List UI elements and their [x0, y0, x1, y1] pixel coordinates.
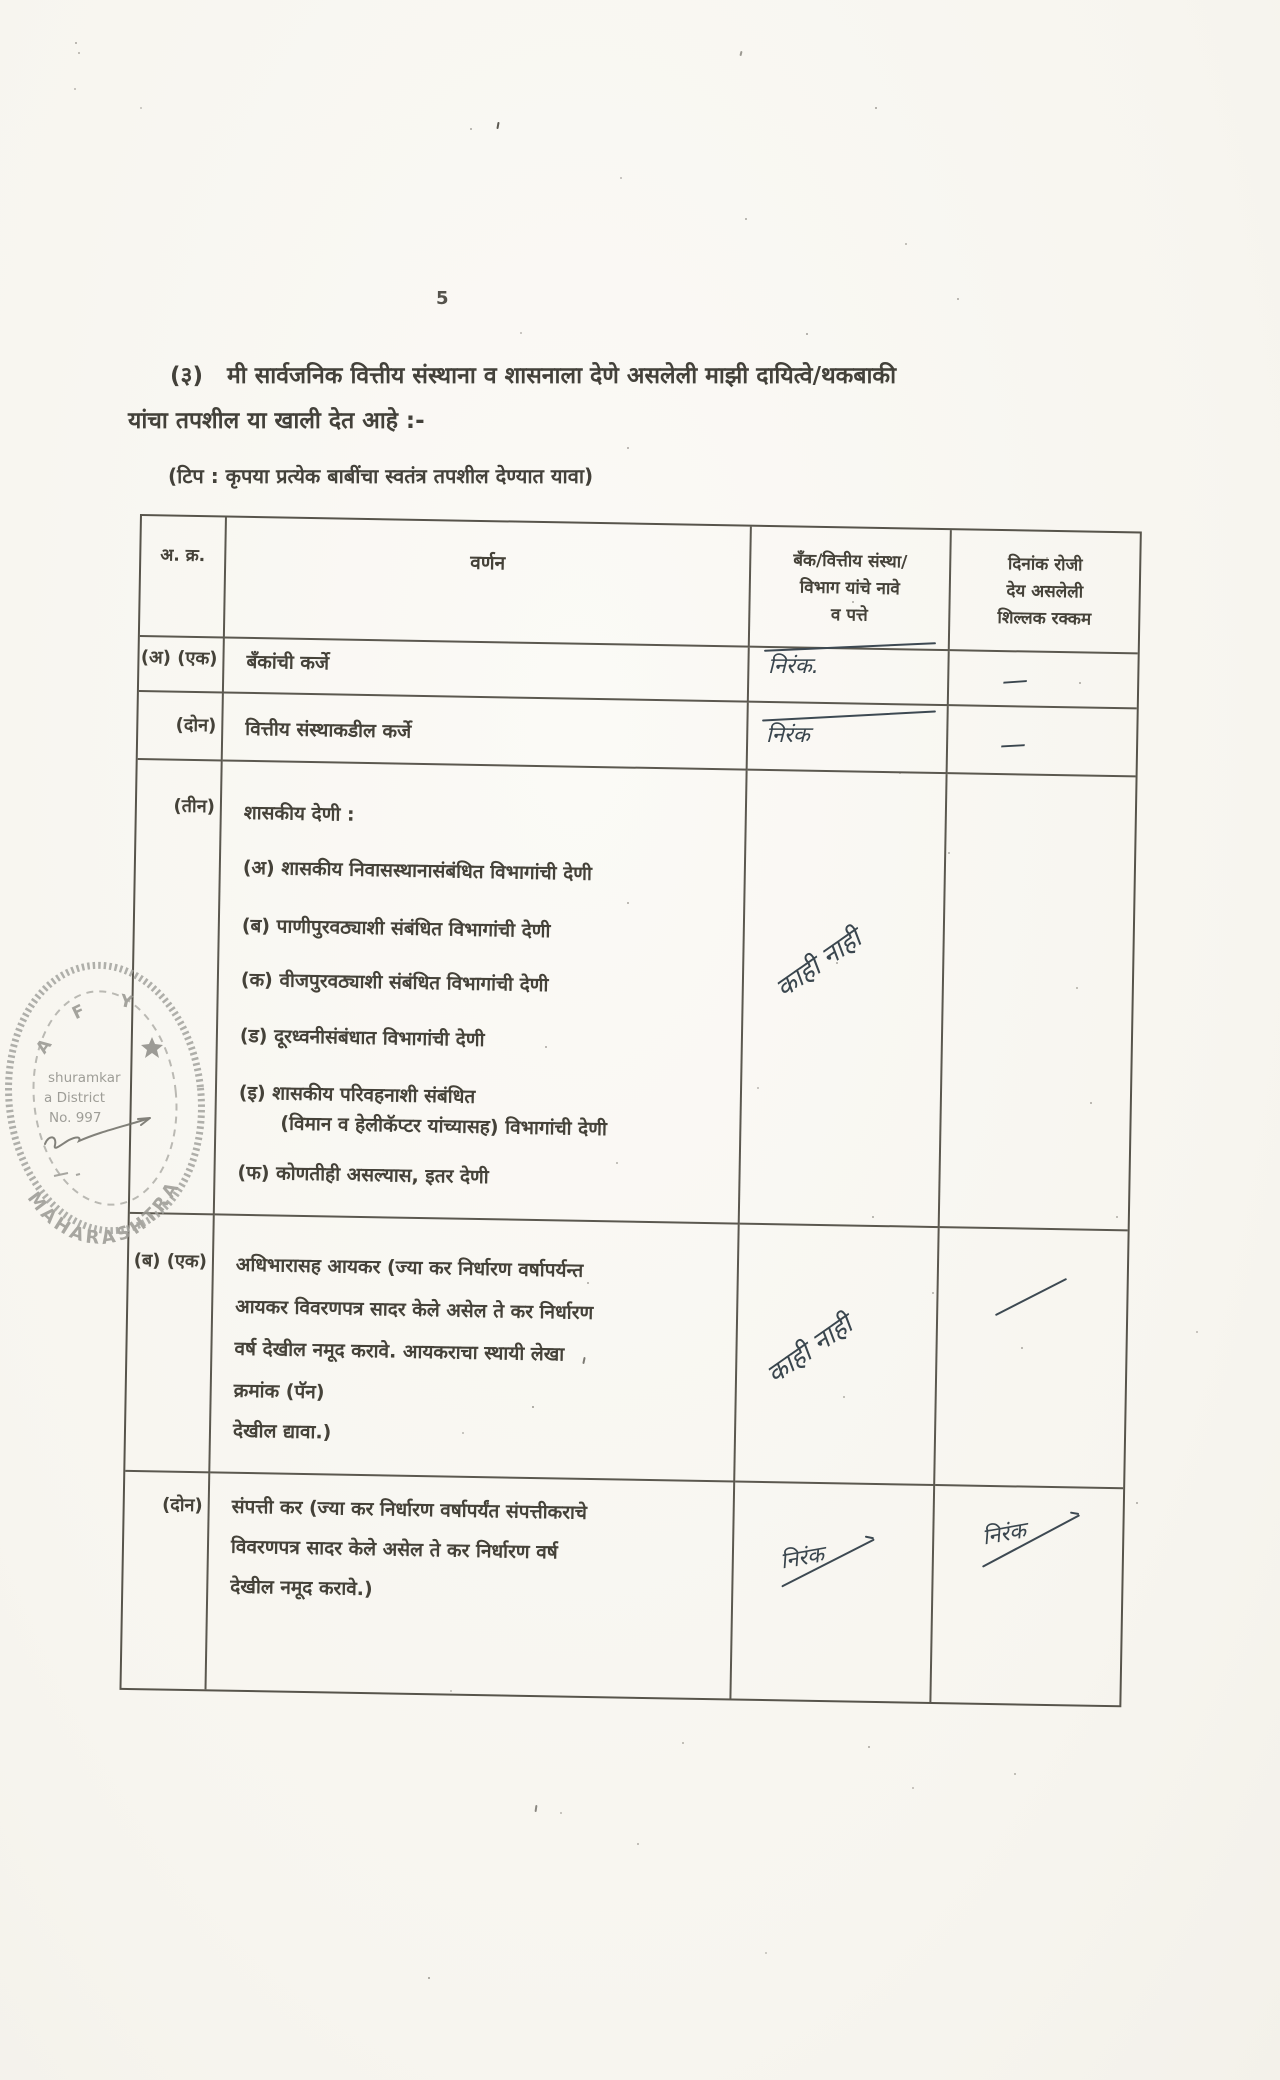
desc-line: विवरणपत्र सादर केले असेल ते कर निर्धारण वर्ष	[230, 1535, 558, 1564]
stamp-number: No. 997	[49, 1110, 102, 1126]
row-description: बँकांची कर्जे	[224, 638, 750, 702]
gov-dues-title: शासकीय देणी :	[243, 801, 355, 826]
section-index: (३)	[170, 363, 203, 389]
header-description: वर्णन	[225, 518, 752, 648]
row-amount-cell	[948, 706, 1137, 777]
notary-stamp	[0, 930, 230, 1260]
handwritten-nil-property-tax: निरंक	[778, 1542, 826, 1575]
sub-item: (अ) शासकीय निवासस्थानासंबंधित विभागांची देणी	[242, 856, 593, 885]
row-bank-cell	[731, 1483, 935, 1702]
header-amount	[950, 530, 1140, 654]
desc-line: क्रमांक (पॅन)	[233, 1379, 325, 1404]
header-amount-line: शिल्लक रक्कम	[997, 607, 1092, 630]
header-bank-line: व पत्ते	[830, 605, 868, 626]
header-sr: अ. क्र.	[140, 516, 227, 638]
handwritten-nil-institution-loans: निरंक	[766, 712, 810, 749]
heading-text: मी सार्वजनिक वित्तीय संस्थाना व शासनाला देणे असलेली माझी दायित्वे/थकबाकी	[226, 363, 897, 389]
heading-line-2: यांचा तपशील या खाली देत आहे :-	[128, 408, 425, 434]
section-heading	[128, 354, 1138, 444]
row-sr: (दोन)	[122, 1472, 211, 1689]
row-sr: (अ) (एक)	[139, 637, 225, 693]
sub-item: (फ) कोणतीही असल्यास, इतर देणी	[237, 1161, 489, 1189]
stamp-arc-bottom-text: MAHARASHTRA	[22, 1176, 185, 1250]
header-bank-line: बँक/वित्तीय संस्था/	[793, 550, 908, 573]
row-amount-cell	[931, 1486, 1123, 1705]
header-amount-line: देय असलेली	[1006, 581, 1084, 603]
sub-item-continuation: (विमान व हेलीकॅप्टर यांच्यासह) विभागांची देणी	[280, 1112, 608, 1141]
handwritten-none-gov-dues: काही नाही	[770, 923, 868, 1005]
row-amount-cell	[940, 774, 1136, 1231]
header-amount-line: दिनांक रोजी	[1007, 554, 1083, 576]
handwritten-dash: —	[1000, 665, 1030, 697]
scan-mark	[739, 51, 742, 56]
desc-line: आयकर विवरणपत्र सादर केले असेल ते कर निर्धारण	[234, 1295, 594, 1325]
sub-item: (इ) शासकीय परिवहनाशी संबंधित	[238, 1081, 476, 1108]
sub-item: (ब) पाणीपुरवठ्याशी संबंधित विभागांची देणी	[241, 914, 551, 943]
desc-line: देखील नमूद करावे.)	[230, 1575, 373, 1601]
row-description	[215, 761, 748, 1224]
page-number: 5	[436, 288, 449, 309]
handwritten-nil-property-tax-amount: निरंक	[980, 1518, 1028, 1551]
handwritten-nil-bank-loans: निरंक.	[768, 644, 819, 680]
row-sr: (ब) (एक)	[125, 1214, 214, 1473]
stamp-arc-top-text: A F Y	[32, 990, 149, 1058]
scan-mark	[535, 1805, 538, 1812]
row-amount-cell	[935, 1228, 1127, 1489]
row-description	[210, 1215, 739, 1482]
row-sr: (दोन)	[138, 692, 224, 761]
handwritten-none-income-tax: काही नाही	[761, 1309, 859, 1391]
note-line: (टिप : कृपया प्रत्येक बाबींचा स्वतंत्र तपशील देण्यात यावा)	[168, 464, 594, 488]
row-amount-cell	[949, 651, 1138, 709]
header-bank-line: विभाग यांचे नावे	[799, 577, 900, 600]
sub-item: (क) वीजपुरवठ्याशी संबंधित विभागांची देणी	[240, 968, 549, 997]
desc-line: संपत्ती कर (ज्या कर निर्धारण वर्षापर्यंत संपत्तीकराचे	[231, 1495, 588, 1524]
row-bank-cell	[740, 771, 948, 1228]
stamp-name-fragment: shuramkar	[48, 1070, 121, 1086]
row-description: वित्तीय संस्थाकडील कर्जे	[223, 693, 749, 770]
stamp-district-fragment: a District	[44, 1090, 106, 1106]
row-sr: (तीन)	[130, 760, 223, 1215]
scan-noise	[0, 0, 2, 2]
desc-line: देखील द्यावा.)	[232, 1419, 332, 1444]
handwritten-dash: —	[999, 729, 1027, 761]
scan-mark	[496, 122, 499, 129]
desc-line: वर्ष देखील नमूद करावे. आयकराचा स्थायी लेखा	[234, 1337, 565, 1366]
stamp-star-icon	[141, 1037, 163, 1058]
heading-line-1	[128, 354, 1138, 399]
sub-item: (ड) दूरध्वनीसंबंधात विभागांची देणी	[239, 1024, 485, 1052]
row-description	[206, 1473, 735, 1698]
header-bank	[750, 527, 952, 651]
desc-line: अधिभारासह आयकर (ज्या कर निर्धारण वर्षापर्यन्त	[235, 1253, 584, 1282]
